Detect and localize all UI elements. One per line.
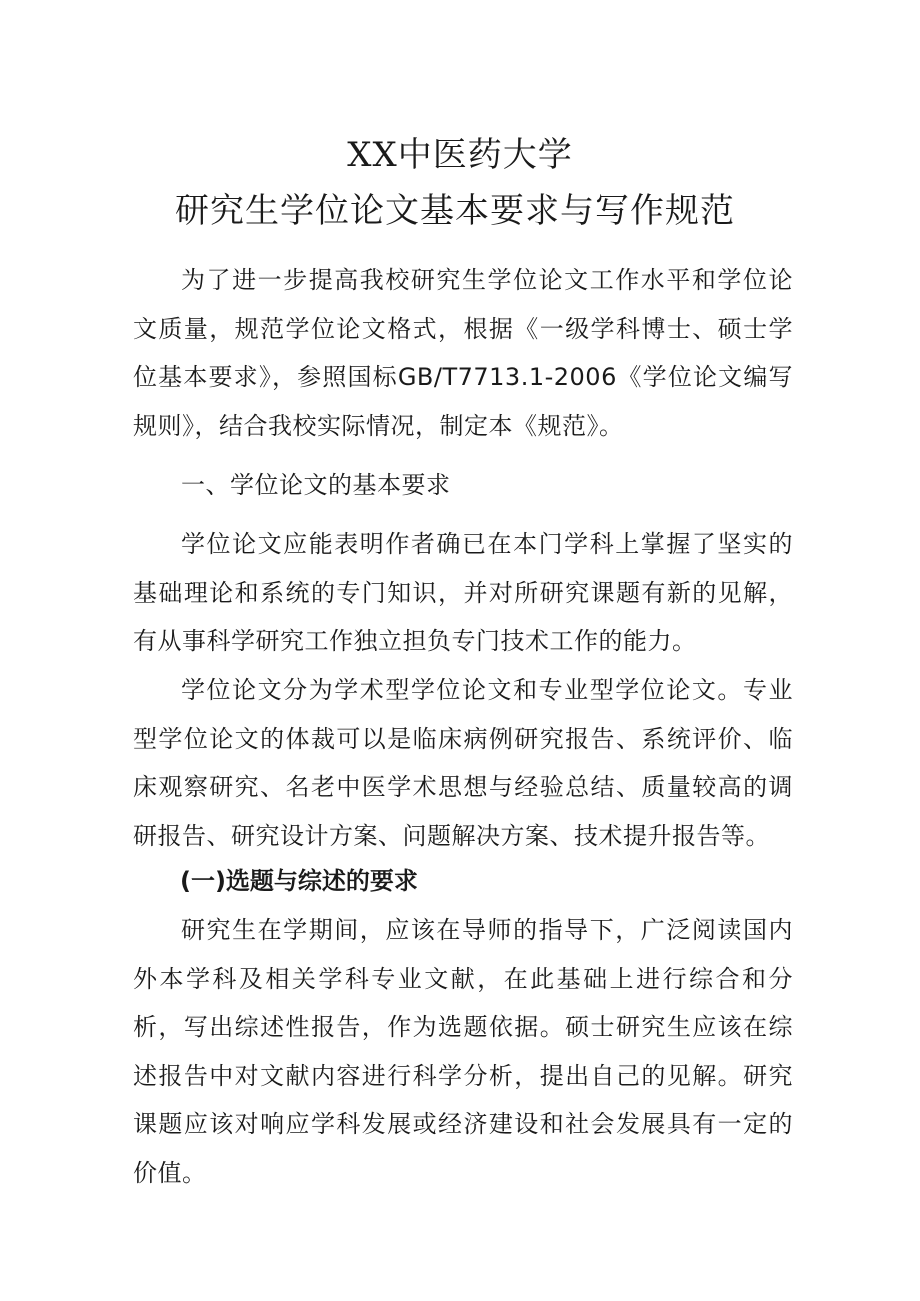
body-paragraph-thesis-types: 学位论文分为学术型学位论文和专业型学位论文。专业型学位论文的体裁可以是临床病例研究报告、系统评价、临床观察研究、名老中医学术思想与经验总结、质量较高的调研报告、研究设计方案、问题解决方案、技术提升报告等。	[133, 676, 793, 850]
intro-paragraph: 为了进一步提高我校研究生学位论文工作水平和学位论文质量，规范学位论文格式，根据《一级学科博士、硕士学位基本要求》，参照国标GB/T7713.1-2006《学位论文编写规则》，结合我校实际情况，制定本《规范》。	[133, 266, 793, 440]
subsection-heading-topic-review: (一)选题与综述的要求	[180, 867, 418, 895]
document-title-university: XX中医药大学	[347, 135, 573, 175]
body-paragraph-topic-review: 研究生在学期间，应该在导师的指导下，广泛阅读国内外本学科及相关学科专业文献，在此基础上进行综合和分析，写出综述性报告，作为选题依据。硕士研究生应该在综述报告中对文献内容进行科学分析，提出自己的见解。研究课题应该对响应学科发展或经济建设和社会发展具有一定的价值。	[133, 916, 793, 1187]
section-heading-basic-requirements: 一、学位论文的基本要求	[181, 471, 451, 499]
body-paragraph-thesis-ability: 学位论文应能表明作者确已在本门学科上掌握了坚实的基础理论和系统的专门知识，并对所研究课题有新的见解，有从事科学研究工作独立担负专门技术工作的能力。	[133, 530, 793, 655]
document-title-main: 研究生学位论文基本要求与写作规范	[175, 191, 735, 231]
